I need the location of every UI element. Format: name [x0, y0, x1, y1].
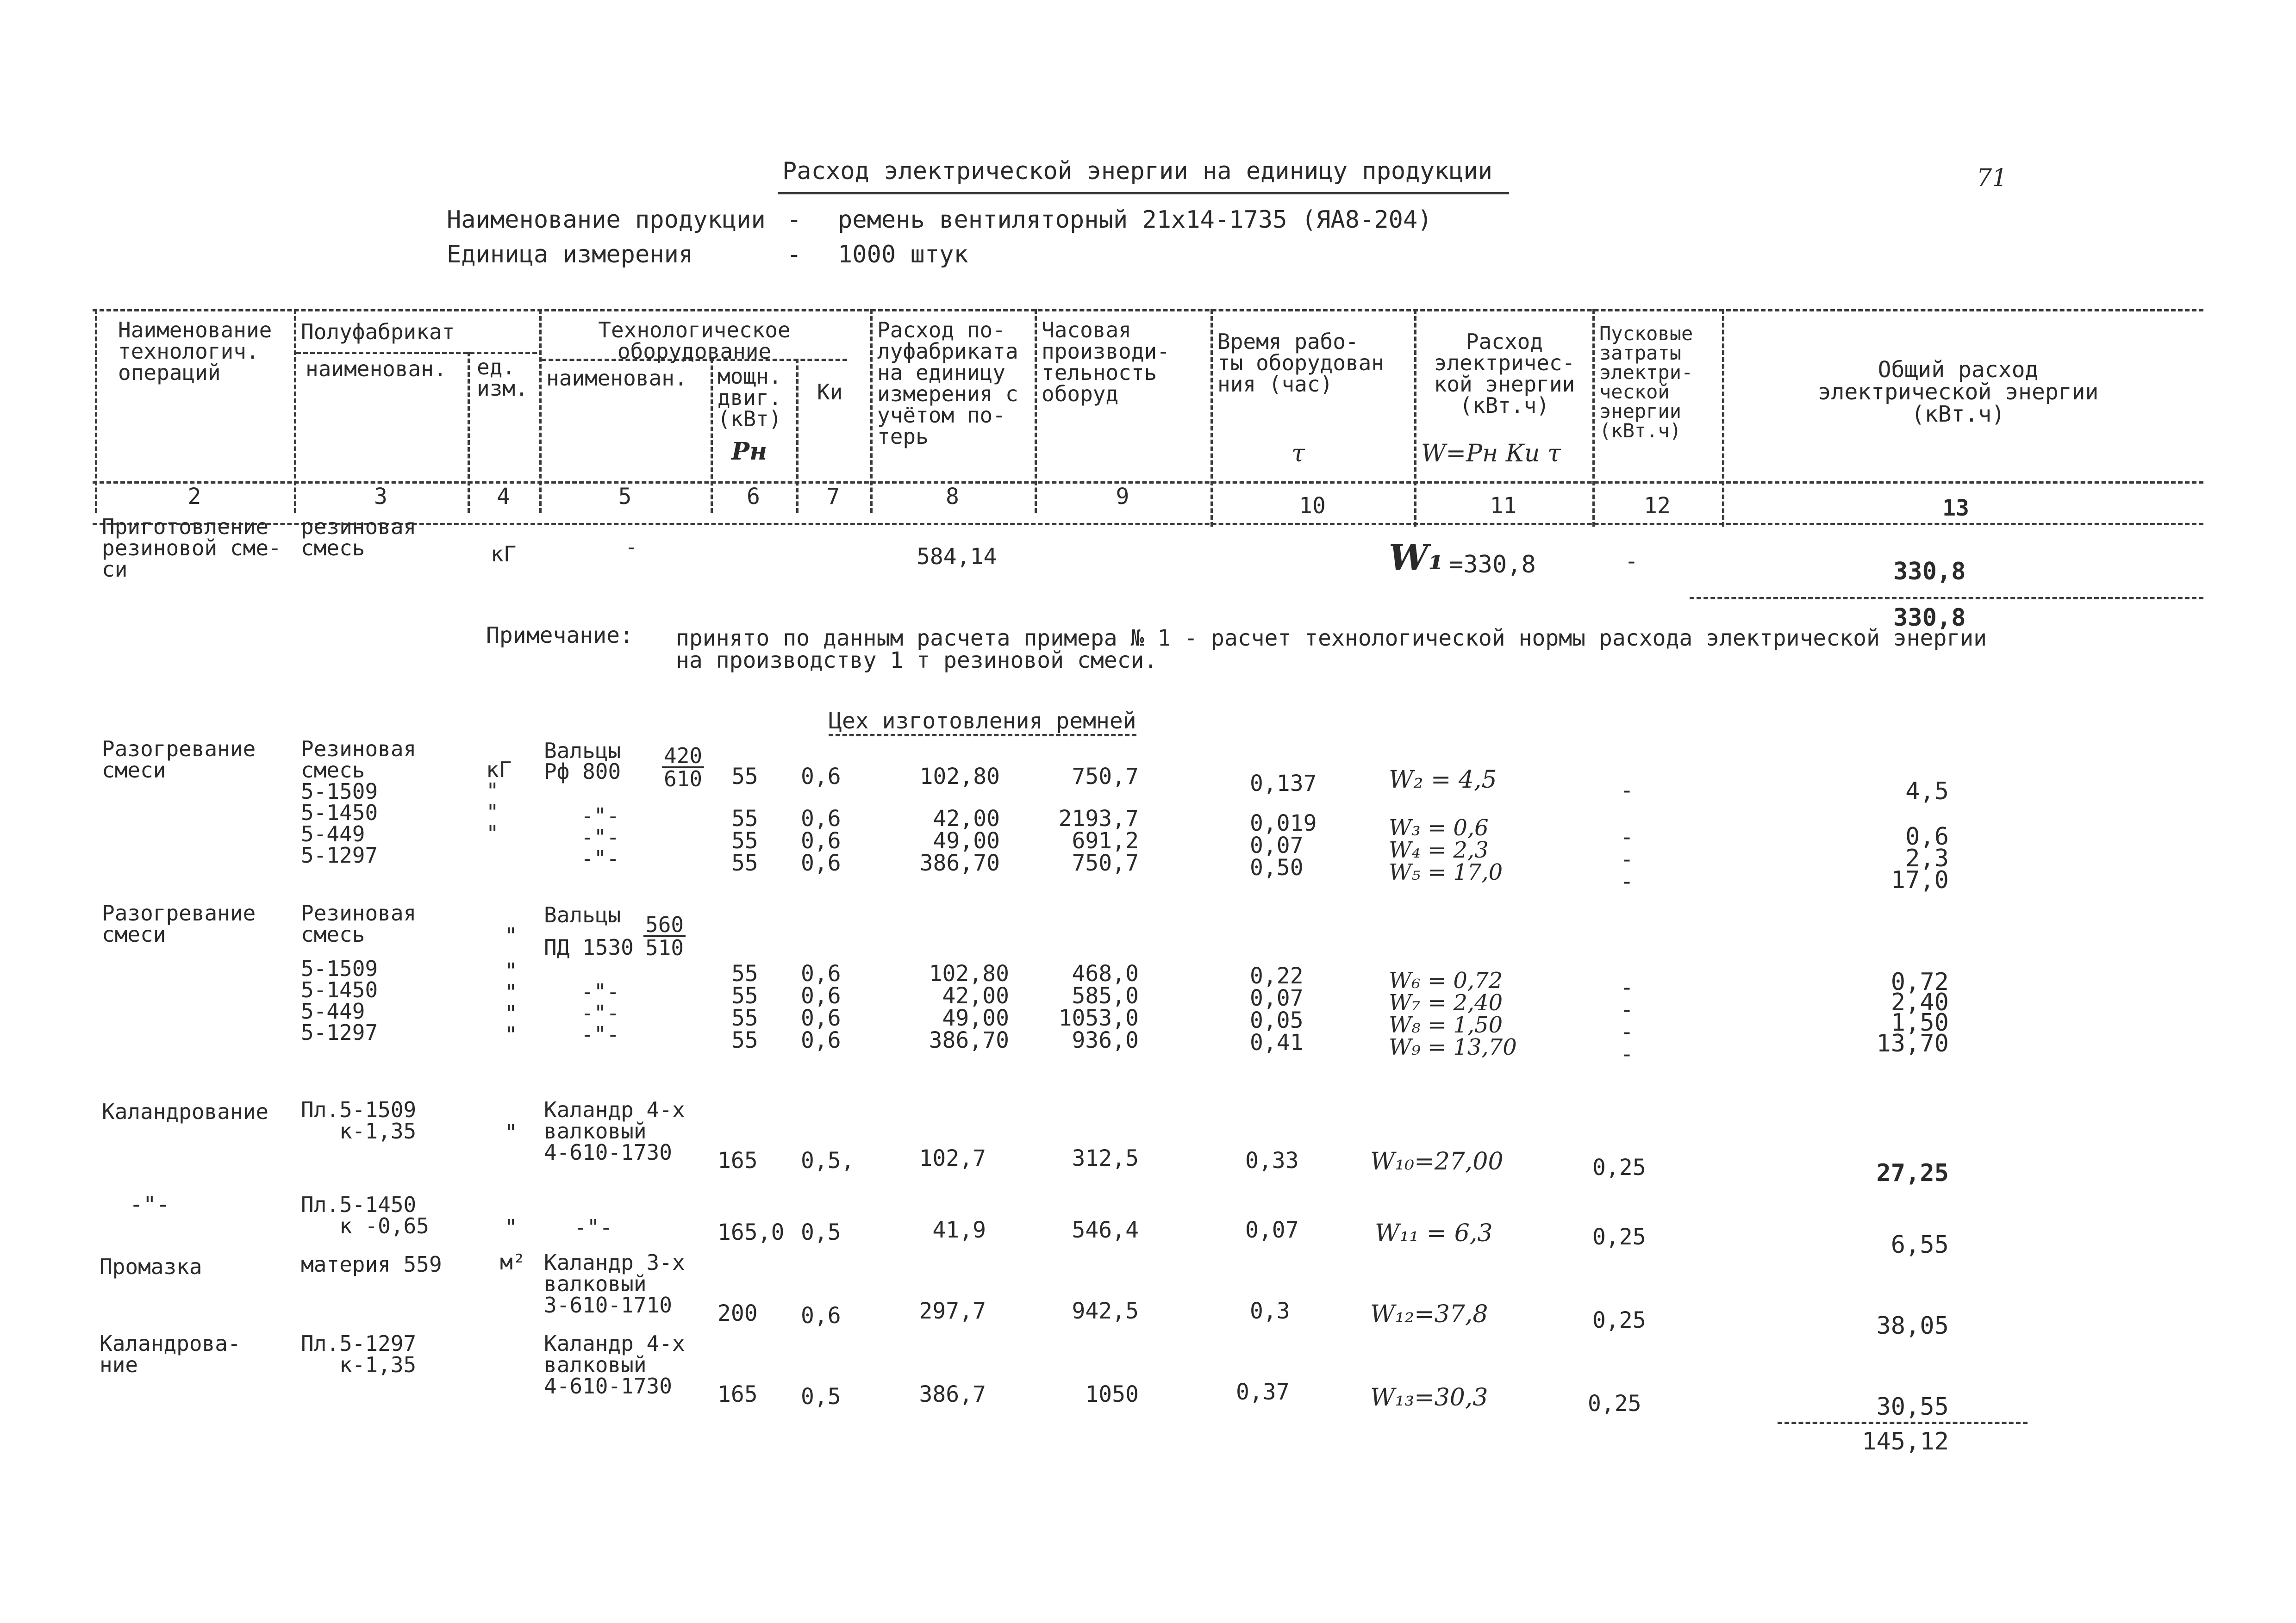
b1-time: 0,137 — [1250, 771, 1317, 796]
prep-subtotal: 330,8 — [1893, 604, 1966, 632]
col-number-10: 10 — [1299, 493, 1326, 519]
kal2-ki: 0,5 — [801, 1219, 841, 1245]
b2-units: " — [505, 923, 518, 948]
prom-total: 38,05 — [1876, 1312, 1949, 1340]
b1-equip-rest: -"- -"- -"- — [581, 803, 620, 871]
vline-7 — [1035, 309, 1037, 513]
kal1-time: 0,33 — [1245, 1148, 1299, 1174]
b1-time-rest: 0,019 0,07 0,50 — [1250, 810, 1317, 881]
prom-start: 0,25 — [1592, 1307, 1646, 1333]
kal3-semi: Пл.5-1297 к-1,35 — [301, 1331, 417, 1377]
semi-subrule — [296, 352, 537, 354]
b2-consumption: 102,80 42,00 49,00 386,70 — [929, 961, 1009, 1053]
vline-0 — [95, 309, 97, 513]
prom-equip: Каландр 3-х валковый 3-610-1710 — [544, 1250, 685, 1318]
kal3-operation: Каландрова- ние — [100, 1331, 241, 1377]
col-number-2: 2 — [187, 484, 201, 510]
kal1-ki: 0,5, — [801, 1148, 855, 1174]
prom-ki: 0,6 — [801, 1303, 841, 1329]
kal2-consumption: 41,9 — [932, 1217, 986, 1243]
col-number-11: 11 — [1490, 493, 1517, 519]
title-underline — [778, 192, 1509, 194]
b1-equip-name: Вальцы — [544, 738, 621, 763]
prom-operation: Промазка — [100, 1254, 202, 1279]
kal3-start: 0,25 — [1588, 1391, 1641, 1417]
b1-w: W₂ = 4,5 — [1389, 766, 1497, 794]
kal2-start: 0,25 — [1592, 1224, 1646, 1250]
col-number-4: 4 — [497, 484, 510, 510]
header-top-rule — [93, 309, 2203, 311]
kal2-time: 0,07 — [1245, 1217, 1299, 1243]
col-number-13: 13 — [1942, 495, 1969, 521]
col-number-12: 12 — [1644, 493, 1671, 519]
b1-equip-fraction — [662, 745, 704, 790]
prom-unit: м² — [500, 1250, 526, 1275]
kal1-unit: " — [505, 1120, 518, 1145]
unit-value: 1000 штук — [838, 241, 968, 268]
note-text: принято по данным расчета примера № 1 - расчет технологической нормы расхода электрической энергии на производству 1 т резиновой смеси. — [676, 625, 1987, 673]
b1-frac-num: 420 — [662, 745, 704, 768]
col5-header: наименован. — [546, 366, 687, 391]
kal1-operation: Каландрование — [102, 1099, 269, 1124]
b2-equip-rest: -"- -"- -"- — [581, 979, 620, 1047]
unit-dash: - — [787, 241, 802, 268]
b2-equip-fraction — [643, 914, 686, 958]
b1-consumption: 102,80 — [919, 764, 1000, 790]
b2-ki: 0,6 0,6 0,6 0,6 — [801, 961, 841, 1053]
col10-symbol: τ — [1292, 440, 1305, 467]
kal2-unit: " — [505, 1215, 518, 1240]
b1-perf: 750,7 — [1072, 764, 1139, 790]
prom-w: W₁₂=37,8 — [1370, 1300, 1488, 1328]
col11-header: Расход электричес- кой энергии (кВт.ч) — [1434, 329, 1575, 418]
kal3-perf: 1050 — [1085, 1381, 1139, 1407]
grand-total: 145,12 — [1862, 1428, 1949, 1455]
col6-symbol: Рн — [731, 437, 767, 466]
product-dash: - — [787, 206, 802, 234]
kal3-consumption: 386,7 — [919, 1381, 986, 1407]
product-label: Наименование продукции — [447, 206, 766, 234]
prep-consumption: 584,14 — [917, 544, 997, 570]
col7-header: Ки — [817, 379, 843, 404]
b1-total: 4,5 — [1905, 777, 1949, 805]
b2-frac-num: 560 — [643, 914, 686, 937]
b1-start: - — [1620, 777, 1634, 803]
kal2-total: 6,55 — [1890, 1231, 1949, 1259]
col-number-8: 8 — [946, 484, 959, 510]
kal1-semi: Пл.5-1509 к-1,35 — [301, 1097, 417, 1144]
kal3-equip: Каландр 4-х валковый 4-610-1730 — [544, 1331, 685, 1399]
vline-1 — [294, 309, 296, 513]
b2-equip-model: ПД 1530 — [544, 935, 634, 960]
b2-equip-name: Вальцы — [544, 902, 621, 927]
b1-frac-den: 610 — [664, 766, 703, 791]
unit-label: Единица измерения — [447, 241, 693, 268]
b1-operation: Разогревание смеси — [102, 736, 256, 783]
col-number-5: 5 — [618, 484, 632, 510]
col6-header: мощн. двиг. (кВт) — [718, 364, 782, 431]
b1-power: 55 — [731, 764, 758, 790]
kal1-consumption: 102,7 — [919, 1145, 986, 1171]
prom-time: 0,3 — [1250, 1298, 1290, 1324]
vline-6 — [870, 309, 873, 513]
prep-total: 330,8 — [1893, 558, 1966, 585]
b2-semi: Резиновая смесь — [301, 901, 417, 947]
col5-group-header: Технологическое оборудование — [598, 317, 791, 364]
col-number-6: 6 — [747, 484, 760, 510]
b2-units-rest: " " " " — [505, 958, 518, 1047]
kal2-operation: -"- — [130, 1192, 170, 1218]
col11-formula: W=Рн Ки τ — [1421, 440, 1561, 467]
prep-w-label: W₁ — [1389, 537, 1444, 578]
col4-header: ед. изм. — [477, 354, 528, 401]
b1-w-rest: W₃ = 0,6 W₄ = 2,3 W₅ = 17,0 — [1389, 815, 1503, 885]
b2-frac-den: 510 — [645, 935, 684, 960]
b1-perf-rest: 2193,7 691,2 750,7 — [1058, 806, 1139, 876]
prep-start: - — [1625, 548, 1638, 574]
kal1-perf: 312,5 — [1072, 1145, 1139, 1171]
prep-unit: кГ — [491, 541, 517, 566]
b1-total-rest: 0,6 2,3 17,0 — [1890, 823, 1949, 894]
b1-start-rest: - - - — [1620, 824, 1634, 895]
prom-semi: материя 559 — [301, 1252, 442, 1277]
col3-group-header: Полуфабрикат — [301, 319, 455, 344]
kal2-equip: -"- — [574, 1215, 613, 1240]
b2-semi-rest: 5-1509 5-1450 5-449 5-1297 — [301, 956, 378, 1045]
b1-units: кГ " " " — [486, 757, 512, 846]
kal3-time: 0,37 — [1236, 1379, 1290, 1405]
col-number-7: 7 — [826, 484, 840, 510]
kal1-start: 0,25 — [1592, 1155, 1646, 1181]
col13-header: Общий расход электрической энергии (кВт.ч) — [1817, 357, 2099, 427]
section-title: Цех изготовления ремней — [829, 708, 1136, 736]
kal1-total: 27,25 — [1876, 1159, 1949, 1187]
kal2-semi: Пл.5-1450 к -0,65 — [301, 1192, 429, 1238]
col2-header: Наименование технологич. операций — [118, 317, 272, 385]
page-number: 71 — [1977, 164, 2008, 192]
vline-11 — [1722, 309, 1724, 527]
b2-time: 0,22 0,07 0,05 0,41 — [1250, 963, 1304, 1056]
b2-operation: Разогревание смеси — [102, 901, 256, 947]
col-number-9: 9 — [1116, 484, 1129, 510]
b1-ki-rest: 0,6 0,6 0,6 — [801, 806, 841, 876]
prep-total-rule — [1690, 597, 2203, 599]
vline-3 — [539, 309, 542, 513]
kal2-perf: 546,4 — [1072, 1217, 1139, 1243]
kal1-power: 165 — [718, 1148, 758, 1174]
b1-power-rest: 55 55 55 — [731, 806, 758, 876]
prom-power: 200 — [718, 1300, 758, 1326]
kal2-power: 165,0 — [718, 1219, 785, 1245]
note-label: Примечание: — [486, 622, 633, 648]
b2-start: - - - - — [1620, 975, 1634, 1067]
col3-header: наименован. — [306, 356, 447, 381]
prep-semi: резиновая смесь — [301, 514, 417, 560]
b2-total: 0,72 2,40 1,50 13,70 — [1876, 968, 1949, 1057]
kal2-w: W₁₁ = 6,3 — [1375, 1219, 1493, 1247]
page-title: Расход электрической энергии на единицу продукции — [782, 157, 1493, 185]
b1-ki: 0,6 — [801, 764, 841, 790]
prep-equip: - — [625, 535, 638, 560]
b1-equip-model: Рф 800 — [544, 759, 621, 784]
col12-header: Пусковые затраты электри- ческой энергии (кВт.ч) — [1599, 322, 1693, 442]
col-number-3: 3 — [374, 484, 387, 510]
prep-operation: Приготовление резиновой сме- си — [102, 514, 281, 582]
prep-w-value: =330,8 — [1449, 551, 1536, 578]
kal1-w: W₁₀=27,00 — [1370, 1148, 1504, 1175]
kal1-equip: Каландр 4-х валковый 4-610-1730 — [544, 1097, 685, 1165]
b1-semi: Резиновая смесь 5-1509 5-1450 5-449 5-1297 — [301, 736, 417, 868]
product-value: ремень вентиляторный 21х14-1735 (ЯА8-204) — [838, 206, 1432, 234]
prom-perf: 942,5 — [1072, 1298, 1139, 1324]
kal3-total: 30,55 — [1876, 1393, 1949, 1421]
col10-header: Время рабо- ты оборудован ния (час) — [1217, 329, 1385, 397]
grand-total-rule — [1778, 1422, 2028, 1424]
b2-w: W₆ = 0,72 W₇ = 2,40 W₈ = 1,50 W₉ = 13,70 — [1389, 968, 1517, 1060]
prom-consumption: 297,7 — [919, 1298, 986, 1324]
kal3-ki: 0,5 — [801, 1384, 841, 1410]
kal3-w: W₁₃=30,3 — [1370, 1384, 1488, 1412]
b1-consumption-rest: 42,00 49,00 386,70 — [919, 806, 1000, 876]
col8-header: Расход по- луфабриката на единицу измерения с учётом по- терь — [877, 317, 1018, 449]
col9-header: Часовая производи- тельность оборуд — [1042, 317, 1170, 406]
b2-perf: 468,0 585,0 1053,0 936,0 — [1058, 961, 1139, 1053]
b2-power: 55 55 55 55 — [731, 961, 758, 1053]
kal3-power: 165 — [718, 1381, 758, 1407]
